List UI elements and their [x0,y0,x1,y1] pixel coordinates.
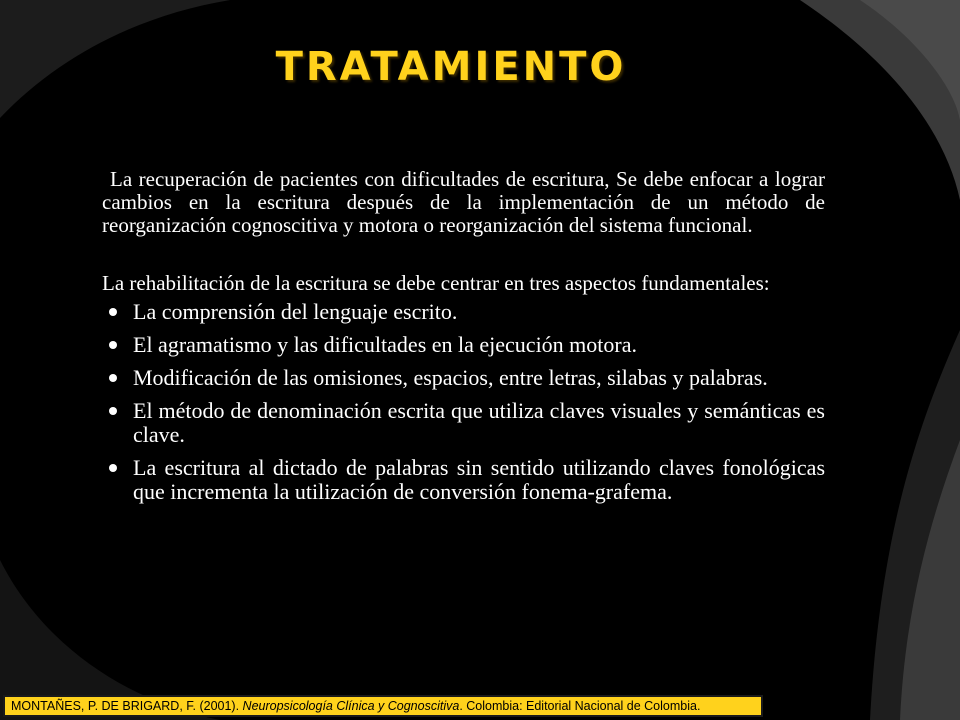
slide-content [102,168,825,513]
list-item-text: El agramatismo y las dificultades en la ejecución motora. [133,332,637,357]
bullet-icon [109,374,117,382]
aspects-paragraph: La rehabilitación de la escritura se debe centrar en tres aspectos fundamentales: [102,271,770,295]
list-item [102,333,825,357]
list-item-text: El método de denominación escrita que utiliza claves visuales y semánticas es clave. [133,398,825,447]
citation-work-title: Neuropsicología Clínica y Cognoscitiva [242,699,460,713]
bullet-icon [109,308,117,316]
list-item [102,399,825,447]
bullet-icon [109,407,117,415]
list-item [102,300,825,324]
citation-authors: MONTAÑES, P. DE BRIGARD, F. (2001). [11,699,243,713]
list-item-text: Modificación de las omisiones, espacios, entre letras, silabas y palabras. [133,365,768,390]
intro-paragraph: La recuperación de pacientes con dificultades de escritura, Se debe enfocar a lograr cambios en la escritura después de la implementación de un método de reorganización cognoscitiva y motora o reorganización del sistema funcional. [102,167,825,237]
citation-publisher: . Colombia: Editorial Nacional de Colombia. [459,699,701,713]
list-item-text: La escritura al dictado de palabras sin sentido utilizando claves fonológicas que incrementa la utilización de conversión fonema-grafema. [133,455,825,504]
citation-box [3,695,763,717]
slide-title: TRATAMIENTO [275,44,627,90]
list-item [102,366,825,390]
list-item [102,456,825,504]
aspects-list [102,300,825,504]
list-item-text: La comprensión del lenguaje escrito. [133,299,458,324]
bullet-icon [109,464,117,472]
bullet-icon [109,341,117,349]
